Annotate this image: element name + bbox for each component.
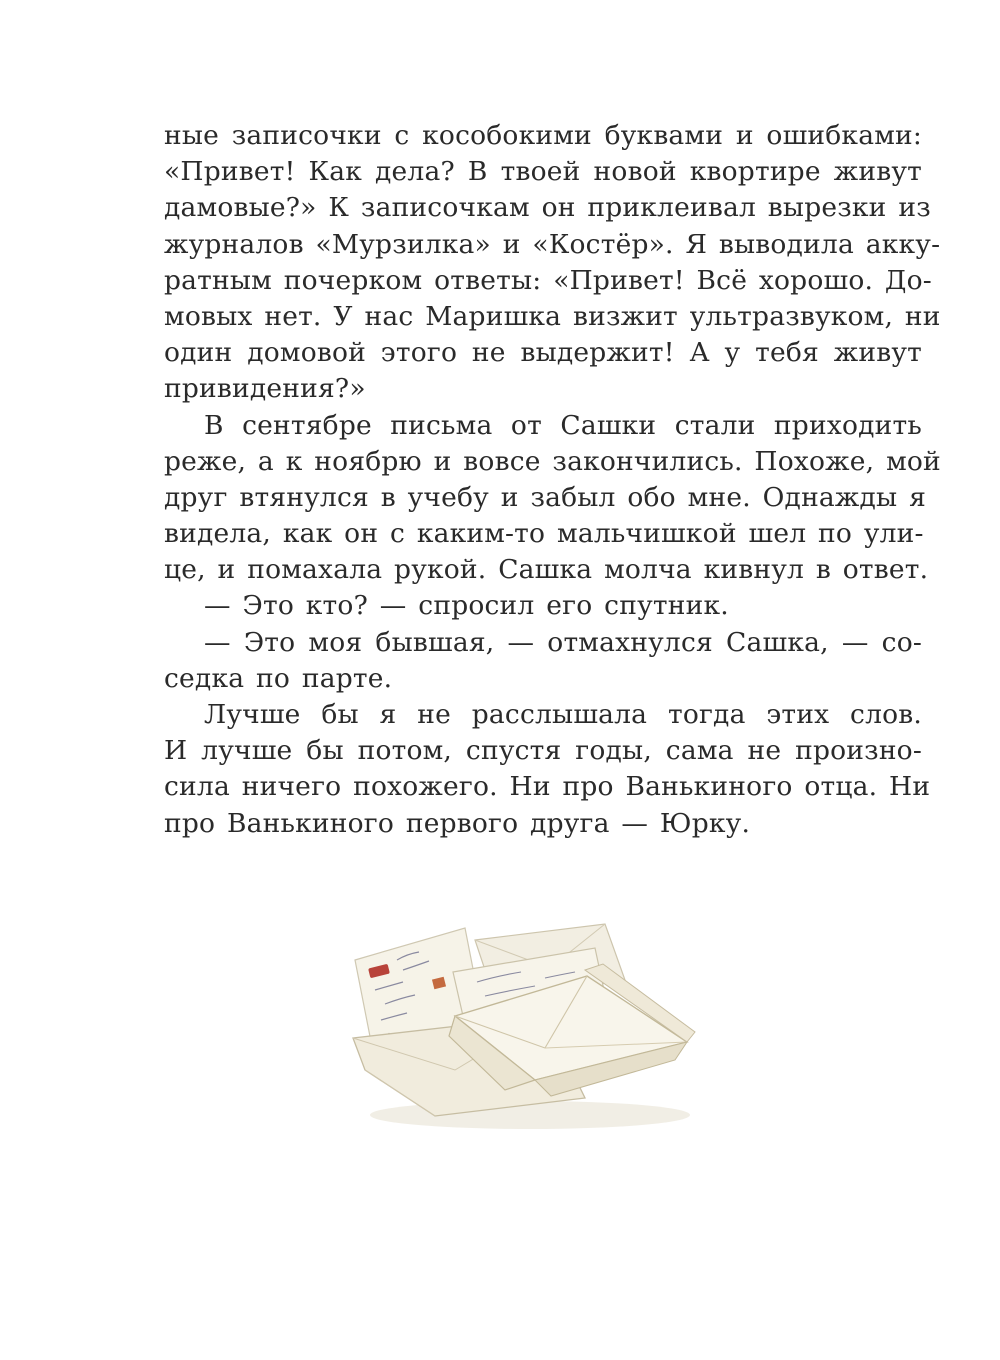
text-line: журналов «Мурзилка» и «Костёр». Я выводила акку- <box>164 228 941 260</box>
text-line: В сентябре письма от Сашки стали приходить <box>204 409 922 441</box>
text-line: один домовой этого не выдержит! А у тебя живут <box>164 337 922 369</box>
text-line: реже, а к ноябрю и вовсе закончились. Похоже, мой <box>164 445 941 477</box>
letters-illustration <box>345 920 705 1140</box>
text-line: И лучше бы потом, спустя годы, сама не произно- <box>164 735 922 767</box>
dialogue-line: — Это кто? — спросил его спутник. <box>204 590 729 622</box>
text-line: привидения?» <box>164 373 366 405</box>
text-line: мовых нет. У нас Маришка визжит ультразвуком, ни <box>164 300 941 332</box>
text-line: про Ванькиного первого друга — Юрку. <box>164 807 751 839</box>
text-line: ратным почерком ответы: «Привет! Всё хорошо. До- <box>164 264 932 296</box>
text-line: друг втянулся в учебу и забыл обо мне. Однажды я <box>164 481 927 513</box>
text-line: ные записочки с кособокими буквами и ошибками: <box>164 120 922 151</box>
text-line: седка по парте. <box>164 662 393 694</box>
body-text <box>164 118 941 842</box>
text-line: це, и помахала рукой. Сашка молча кивнул в ответ. <box>164 554 929 586</box>
text-line: «Привет! Как дела? В твоей новой квортире живут <box>164 156 922 188</box>
text-line: сила ничего похожего. Ни про Ванькиного отца. Ни <box>164 771 931 803</box>
text-line: Лучше бы я не расслышала тогда этих слов. <box>204 699 922 730</box>
text-line: дамовые?» К записочкам он приклеивал вырезки из <box>164 192 931 224</box>
dialogue-line: — Это моя бывшая, — отмахнулся Сашка, — со- <box>204 626 922 658</box>
text-line: видела, как он с каким-то мальчишкой шел по ули- <box>164 518 924 550</box>
